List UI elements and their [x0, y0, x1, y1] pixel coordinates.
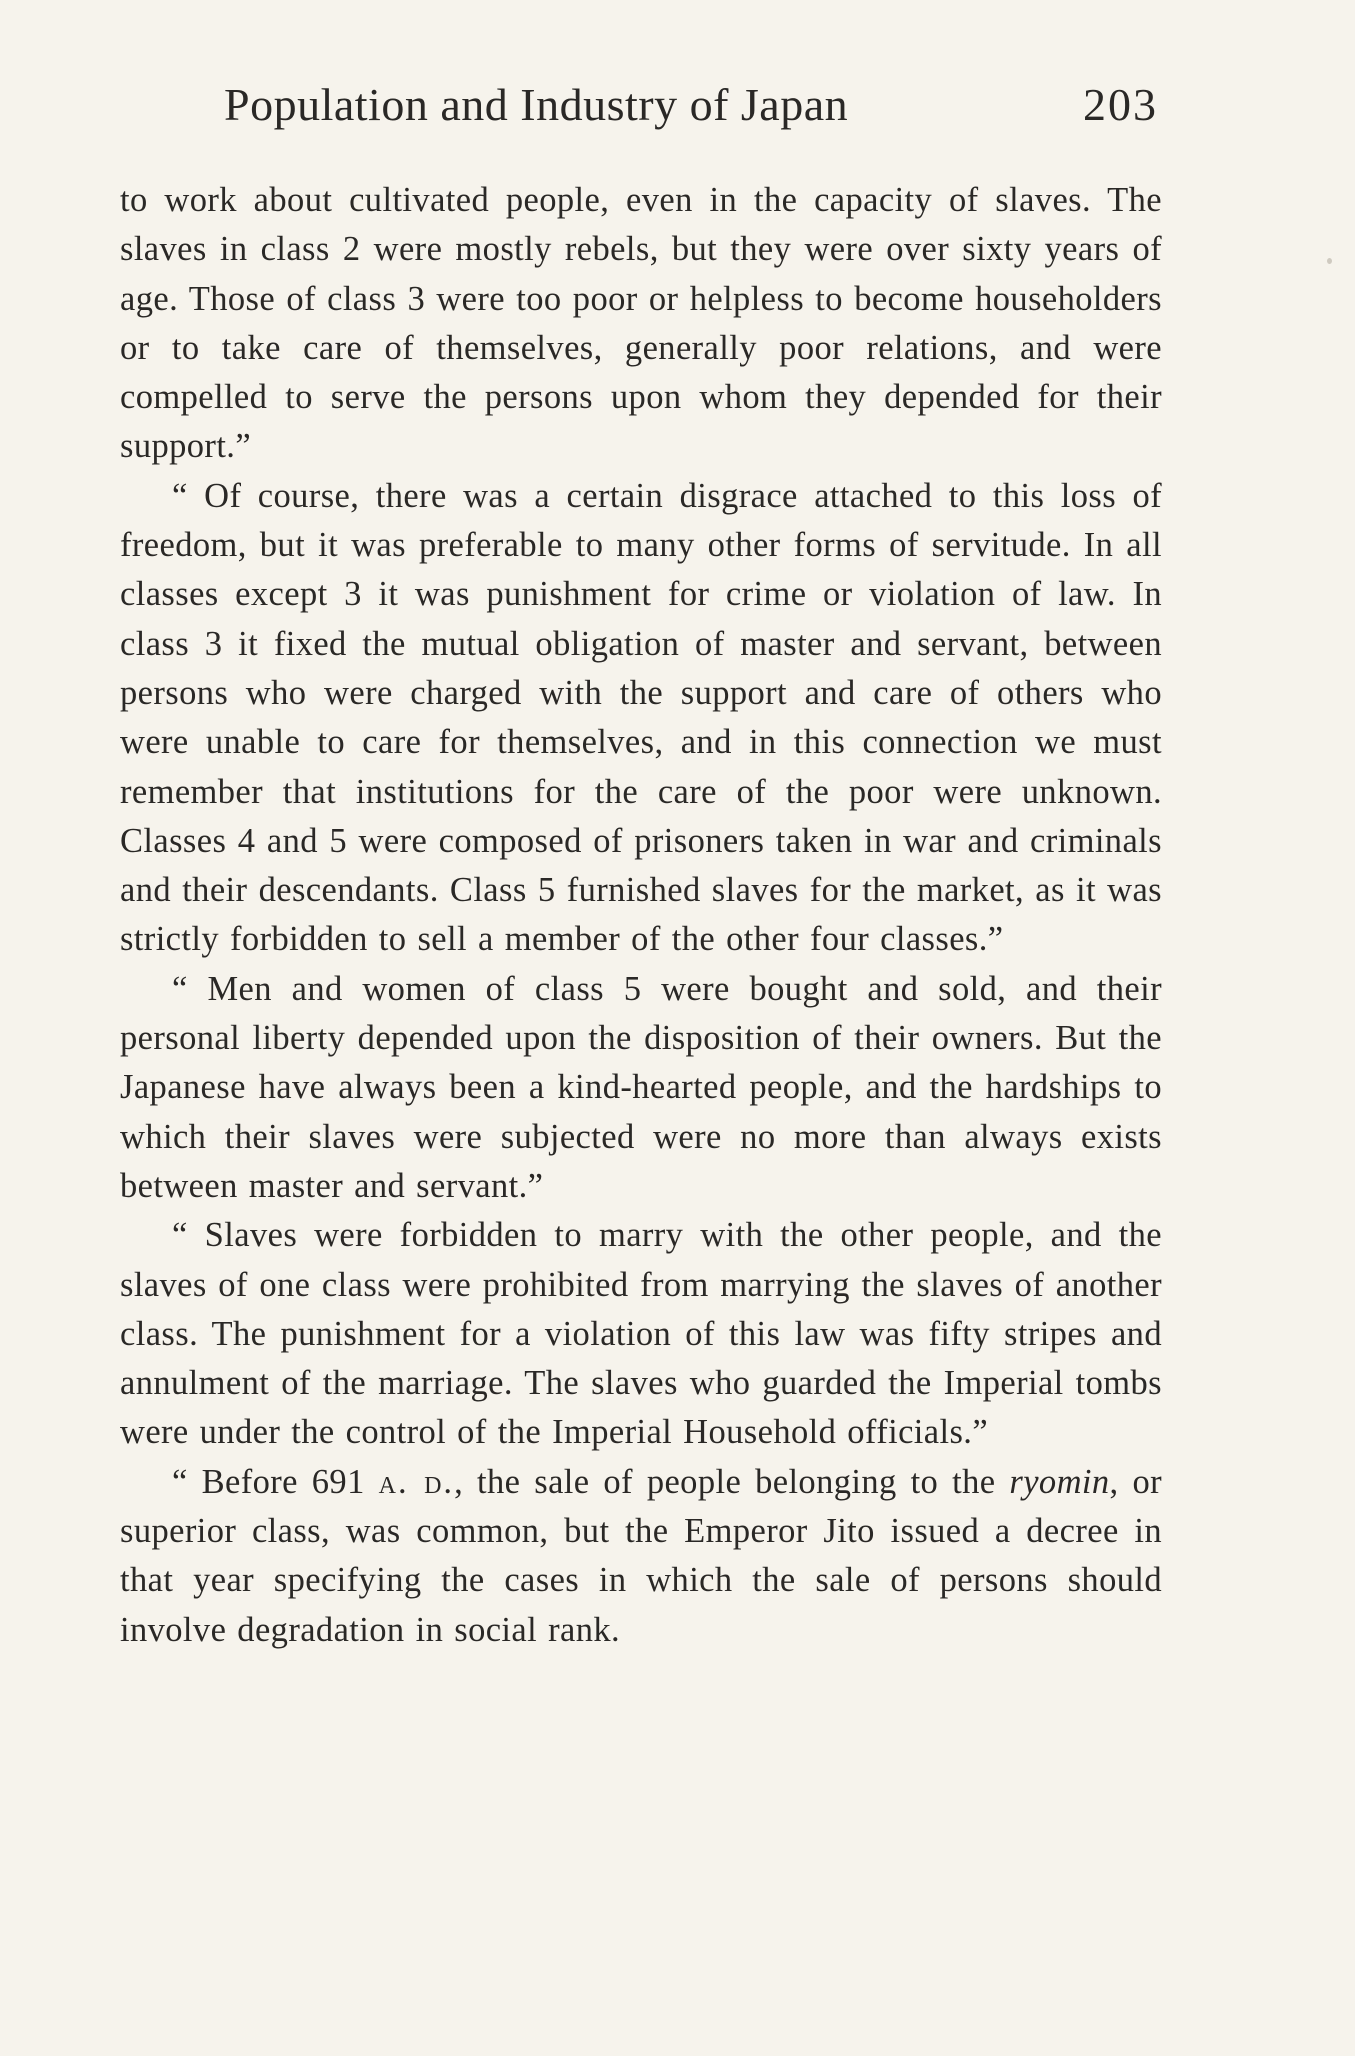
paragraph-5: [120, 1458, 1162, 1655]
paragraph-1: to work about cultivated people, even in the capacity of slaves. The slaves in class 2 were mostly rebels, but they were over sixty years of age. Those of class 3 were too poor or helpless to become householders or to take care of themselves, generally poor relations, and were compelled to serve the persons upon whom they depended for their support.”: [120, 181, 1162, 466]
paper-speck: [1327, 258, 1332, 264]
paragraph-5-mid: , the sale of people belonging to the: [454, 1462, 996, 1501]
body-text: [120, 176, 1162, 1655]
page-number: 203: [1083, 79, 1158, 130]
running-header: [224, 74, 1158, 136]
paragraph-4: “ Slaves were forbidden to marry with the other people, and the slaves of one class were prohibited from marrying the slaves of another class. The punishment for a violation of this law was fifty stripes and annulment of the marriage. The slaves who guarded the Imperial tombs were under the control of the Imperial Household officials.”: [120, 1216, 1162, 1452]
paragraph-5-rest: , or superior class, was common, but the Emperor Jito issued a decree in that year specifying the cases in which the sale of persons should involve degradation in social rank.: [120, 1462, 1162, 1649]
era-abbreviation: a. d.: [378, 1462, 455, 1501]
italic-term: ryomin: [1009, 1462, 1110, 1501]
paragraph-3: “ Men and women of class 5 were bought and sold, and their personal liberty depended upon the disposition of their owners. But the Japanese have always been a kind-hearted people, and the hardships to which their slaves were subjected were no more than always exists between master and servant.”: [120, 969, 1162, 1205]
running-title: Population and Industry of Japan: [224, 79, 849, 130]
paragraph-5-lead: “ Before 691: [172, 1462, 365, 1501]
paragraph-2: “ Of course, there was a certain disgrace attached to this loss of freedom, but it was preferable to many other forms of servitude. In all classes except 3 it was punishment for crime or violation of law. In class 3 it fixed the mutual obligation of master and servant, between persons who were charged with the support and care of others who were unable to care for themselves, and in this connection we must remember that institutions for the care of the poor were unknown. Classes 4 and 5 were composed of prisoners taken in war and criminals and their descendants. Class 5 furnished slaves for the market, as it was strictly forbidden to sell a member of the other four classes.”: [120, 476, 1162, 959]
